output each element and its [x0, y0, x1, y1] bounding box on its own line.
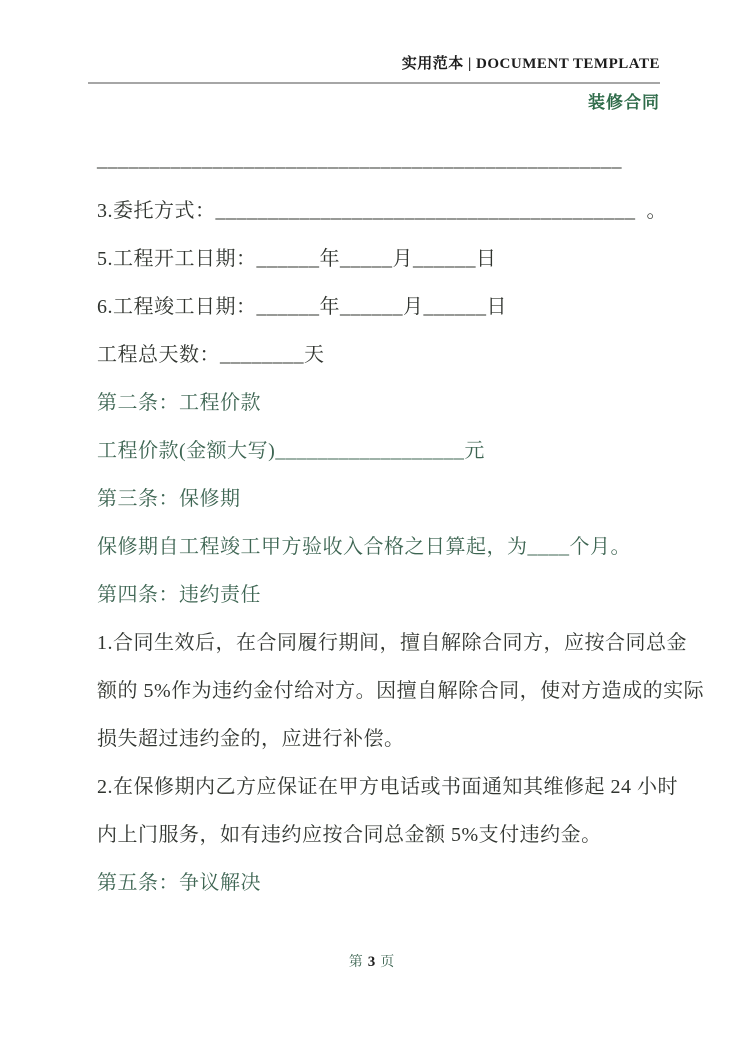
footer-page-prefix: 第 [348, 955, 364, 970]
contract-line-breach-1b: 额的 5%作为违约金付给对方。因擅自解除合同，使对方造成的实际 [97, 679, 705, 702]
footer-page-suffix: 页 [380, 955, 396, 970]
contract-line-breach-2a: 2.在保修期内乙方应保证在甲方电话或书面通知其维修起 24 小时 [97, 775, 678, 798]
contract-heading-article-5: 第五条：争议解决 [97, 871, 261, 894]
header-brand: 实用范本 | DOCUMENT TEMPLATE [401, 56, 660, 72]
contract-body [97, 136, 705, 904]
contract-heading-article-3: 第三条：保修期 [97, 487, 241, 510]
contract-line-start-date: 5.工程开工日期：______年_____月______日 [97, 247, 497, 270]
page-number: 3 [367, 954, 377, 970]
footer-page-indicator [0, 951, 744, 971]
contract-line-breach-2b: 内上门服务，如有违约应按合同总金额 5%支付违约金。 [97, 823, 602, 846]
contract-line-warranty-period: 保修期自工程竣工甲方验收入合格之日算起，为____个月。 [97, 535, 631, 558]
contract-line-completion-date: 6.工程竣工日期：______年______月______日 [97, 295, 507, 318]
contract-line-entrust-method: 3.委托方式：________________________________________ 。 [97, 199, 667, 222]
contract-line-blank-continuation: __________________________________________________ [97, 148, 622, 171]
contract-line-project-price: 工程价款(金额大写)__________________元 [97, 439, 485, 462]
contract-line-breach-1c: 损失超过违约金的，应进行补偿。 [97, 727, 405, 750]
doc-title: 装修合同 [588, 93, 660, 112]
contract-heading-article-2: 第二条：工程价款 [97, 391, 261, 414]
contract-line-total-days: 工程总天数：________天 [97, 343, 325, 366]
contract-line-breach-1a: 1.合同生效后，在合同履行期间，擅自解除合同方，应按合同总金 [97, 631, 687, 654]
header-divider [88, 82, 660, 84]
contract-heading-article-4: 第四条：违约责任 [97, 583, 261, 606]
